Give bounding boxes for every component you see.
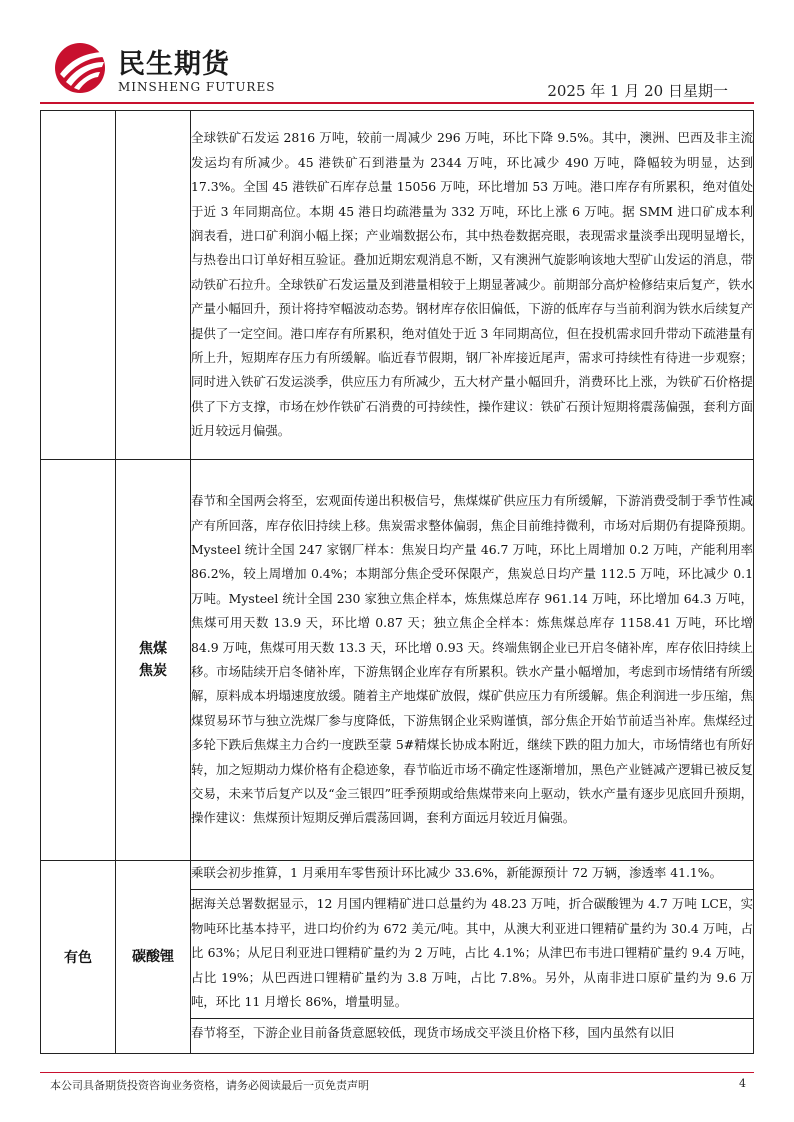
product-name: 焦炭 <box>139 663 167 679</box>
footer-divider <box>40 1072 754 1073</box>
content-cell <box>191 861 754 1054</box>
content-cell <box>191 460 754 861</box>
paragraph: 春节将至，下游企业目前备货意愿较低，现货市场成交平淡且价格下移，国内虽然有以旧 <box>191 1025 675 1041</box>
paragraph-divider <box>191 889 753 890</box>
product-cell: 碳酸锂 <box>116 861 191 1054</box>
paragraph: 全球铁矿石发运 2816 万吨，较前一周减少 296 万吨，环比下降 9.5%。其中，澳洲、巴西及非主流发运均有所减少。45 港铁矿石到港量为 2344 万吨，环比减少 490 万吨，降幅较为明显，达到 17.3%。全国 45 港铁矿石库存总量 15056 万吨，环比增加 53 万吨。港口库存有所累积，绝对值处于近 3 年同期高位。本期 45 港日均疏港量为 332 万吨，环比上涨 6 万吨。据 SMM 进口矿成本利润表看，进口矿利润小幅上探；产业端数据公布，其中热卷数据亮眼，表现需求量淡季出现明显增长，与热卷出口订单好相互验证。叠加近期宏观消息不断，又有澳洲气旋影响该地大型矿山发运的消息，带动铁矿石拉升。全球铁矿石发运量及到港量相较于上期显著减少。前期部分高炉检修结束后复产，铁水产量小幅回升，预计将持窄幅波动态势。钢材库存依旧偏低，下游的低库存与当前利润为铁水后续复产提供了一定空间。港口库存有所累积，绝对值处于近 3 年同期高位，但在投机需求回升带动下疏港量有所上升，短期库存压力有所缓解。临近春节假期，钢厂补库接近尾声，需求可持续性有待进一步观察；同时进入铁矿石发运淡季，供应压力有所减少，五大材产量小幅回升，消费环比上涨，为铁矿石价格提供了下方支撑，市场在炒作铁矿石消费的可持续性，操作建议：铁矿石预计短期将震荡偏强，套利方面近月较远月偏强。 <box>191 130 753 439</box>
paragraph: 据海关总署数据显示，12 月国内锂精矿进口总量约为 48.23 万吨，折合碳酸锂为 4.7 万吨 LCE，实物吨环比基本持平，进口均价约为 672 美元/吨。其中，从澳大利亚进口锂精矿量约为 30.4 万吨，占比 63%；从尼日利亚进口锂精矿量约为 2 万吨，占比 4.1%；从津巴布韦进口锂精矿量约 9.4 万吨，占比 19%；从巴西进口锂精矿量约为 3.8 万吨，占比 7.8%。另外，从南非进口原矿量约为 9.6 万吨，环比 11 月增长 86%，增量明显。 <box>191 896 753 1010</box>
report-date: 2025 年 1 月 20 日星期一 <box>547 82 728 100</box>
sector-cell <box>41 111 116 460</box>
sector-cell: 有色 <box>41 861 116 1054</box>
brand-name-en: MINSHENG FUTURES <box>118 80 276 94</box>
sector-cell <box>41 460 116 861</box>
header-divider <box>40 102 754 104</box>
product-cell <box>116 111 191 460</box>
table-row-lithium-carbonate <box>41 861 754 1054</box>
brand-name-cn: 民生期货 <box>118 49 230 80</box>
footer-disclaimer: 本公司具备期货投资咨询业务资格，请务必阅读最后一页免责声明 <box>50 1079 369 1092</box>
commodity-table <box>40 110 754 1054</box>
paragraph: 乘联会初步推算，1 月乘用车零售预计环比减少 33.6%，新能源预计 72 万辆，渗透率 41.1%。 <box>191 865 722 880</box>
paragraph-divider <box>191 1018 753 1019</box>
content-cell <box>191 111 754 460</box>
paragraph: 春节和全国两会将至，宏观面传递出积极信号，焦煤煤矿供应压力有所缓解，下游消费受制于季节性减产有所回落，库存依旧持续上移。焦炭需求整体偏弱，焦企目前维持微利，市场对后期仍有提降预期。Mysteel 统计全国 247 家钢厂样本：焦炭日均产量 46.7 万吨，环比上周增加 0.2 万吨，产能利用率 86.2%，较上周增加 0.4%；本期部分焦企受环保限产，焦炭总日均产量 112.5 万吨，环比减少 0.1 万吨。Mysteel 统计全国 230 家独立焦企样本，炼焦煤总库存 961.14 万吨，环比增加 64.3 万吨，焦煤可用天数 13.9 天，环比增 0.87 天；独立焦企全样本：炼焦煤总库存 1158.41 万吨，环比增 84.9 万吨，焦煤可用天数 13.3 天，环比增 0.93 天。终端焦钢企业已开启冬储补库，库存依旧持续上移。市场陆续开启冬储补库，下游焦钢企业库存有所累积。铁水产量小幅增加，考虑到市场情绪有所缓解，原料成本坍塌速度放缓。随着主产地煤矿放假，煤矿供应压力有所缓解。焦企利润进一步压缩，焦煤贸易环节与独立洗煤厂参与度降低，下游焦钢企业采购谨慎，部分焦企开始节前适当补库。焦煤经过多轮下跌后焦煤主力合约一度跌至蒙 5#精煤长协成本附近，继续下跌的阻力加大，市场情绪也有所好转，加之短期动力煤价格有企稳迹象，春节临近市场不确定性逐渐增加，黑色产业链减产逻辑已被反复交易，未来节后复产以及“金三银四”旺季预期或给焦煤带来向上驱动，铁水产量有逐步见底回升预期，操作建议：焦煤预计短期反弹后震荡回调，套利方面远月较近月偏强。 <box>191 493 753 826</box>
product-name: 焦煤 <box>139 641 167 657</box>
page-number: 4 <box>739 1077 746 1090</box>
table-row-coking-coal <box>41 460 754 861</box>
product-cell <box>116 460 191 861</box>
minsheng-logo-icon <box>50 38 110 94</box>
table-row-iron-ore <box>41 111 754 460</box>
